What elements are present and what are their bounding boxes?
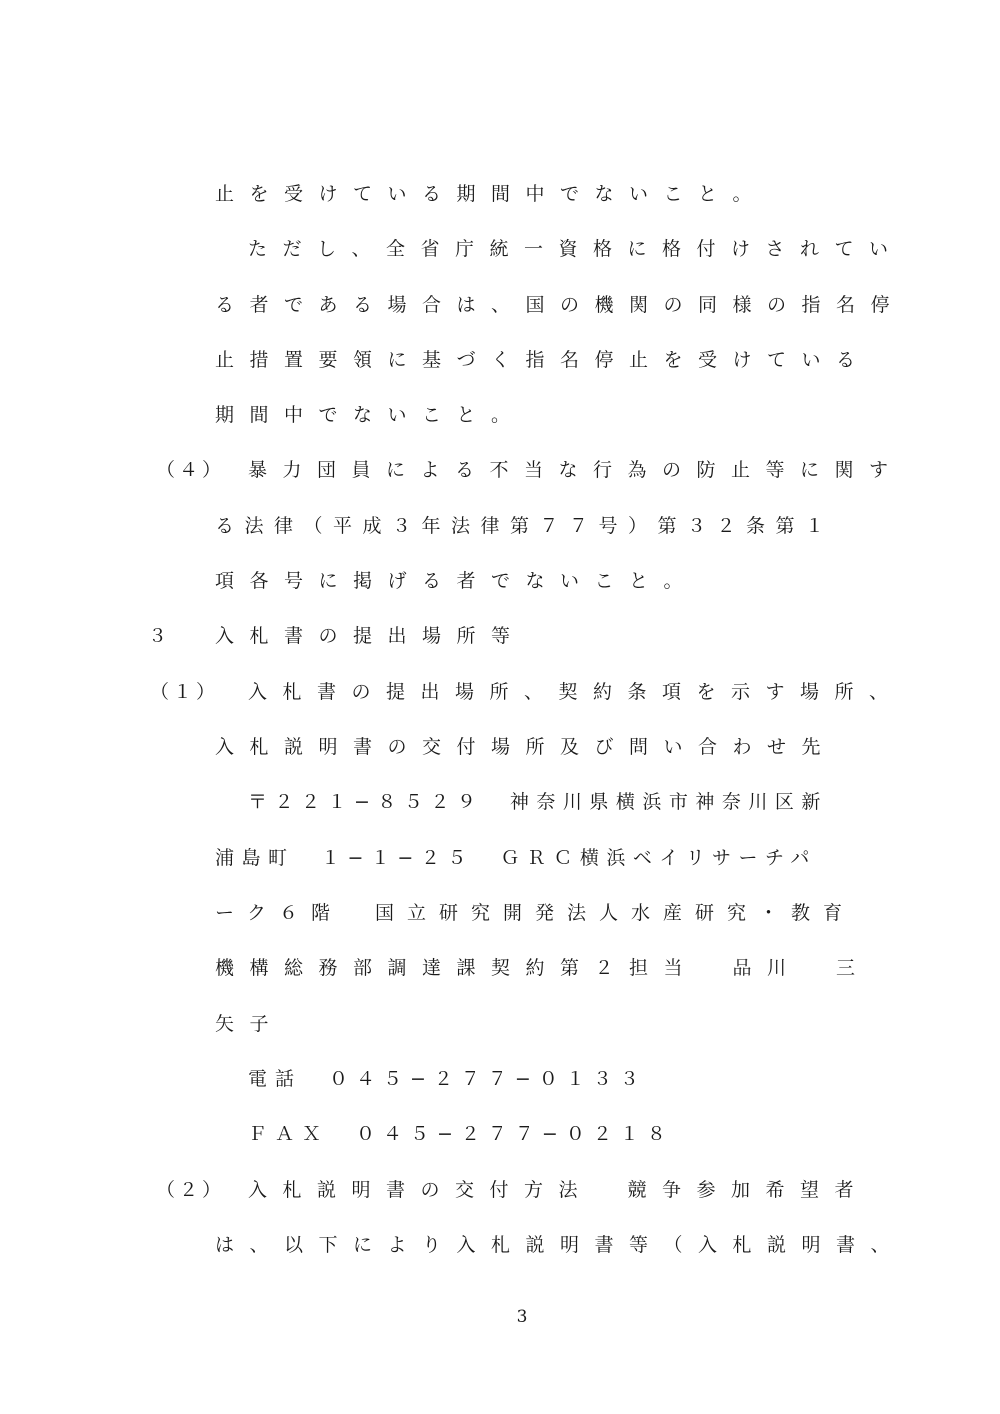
body-line-10: 入札書の提出場所、契約条項を示す場所、	[248, 681, 904, 703]
body-line-11: 入札説明書の交付場所及び問い合わせ先	[215, 736, 837, 758]
body-line-19: 入札説明書の交付方法 競争参加希望者	[248, 1179, 870, 1201]
body-line-1: 止を受けている期間中でないこと。	[215, 183, 768, 205]
address-line-2: 浦島町 １−１−２５ ＧＲＣ横浜ベイリサーチパ	[215, 847, 817, 869]
section-3-marker: ３	[148, 625, 172, 647]
body-line-3: る者である場合は、国の機関の同様の指名停	[215, 294, 906, 316]
fax-line: ＦＡＸ ０４５−２７７−０２１８	[248, 1123, 674, 1145]
body-line-2: ただし、全省庁統一資格に格付けされてい	[248, 238, 904, 260]
page-number: 3	[516, 1307, 528, 1327]
item-2-marker: （２）	[156, 1179, 226, 1201]
item-4-marker: （４）	[156, 459, 226, 481]
body-line-20: は、以下により入札説明書等（入札説明書、	[215, 1234, 906, 1256]
item-1-marker: （１）	[150, 681, 220, 703]
address-line-1: 〒２２１−８５２９ 神奈川県横浜市神奈川区新	[248, 791, 828, 813]
body-line-4: 止措置要領に基づく指名停止を受けている	[215, 349, 871, 371]
section-3-heading: 入札書の提出場所等	[215, 625, 526, 647]
body-line-5: 期間中でないこと。	[215, 404, 526, 426]
body-line-6: 暴力団員による不当な行為の防止等に関す	[248, 459, 904, 481]
phone-line: 電話 ０４５−２７７−０１３３	[248, 1068, 647, 1090]
address-line-4: 機構総務部調達課契約第２担当 品川 三	[215, 957, 871, 979]
address-line-5: 矢子	[215, 1013, 285, 1035]
address-line-3: ーク６階 国立研究開発法人水産研究・教育	[215, 902, 856, 924]
body-line-8: 項各号に掲げる者でないこと。	[215, 570, 699, 592]
body-line-7: る法律（平成３年法律第７７号）第３２条第１	[215, 515, 835, 537]
